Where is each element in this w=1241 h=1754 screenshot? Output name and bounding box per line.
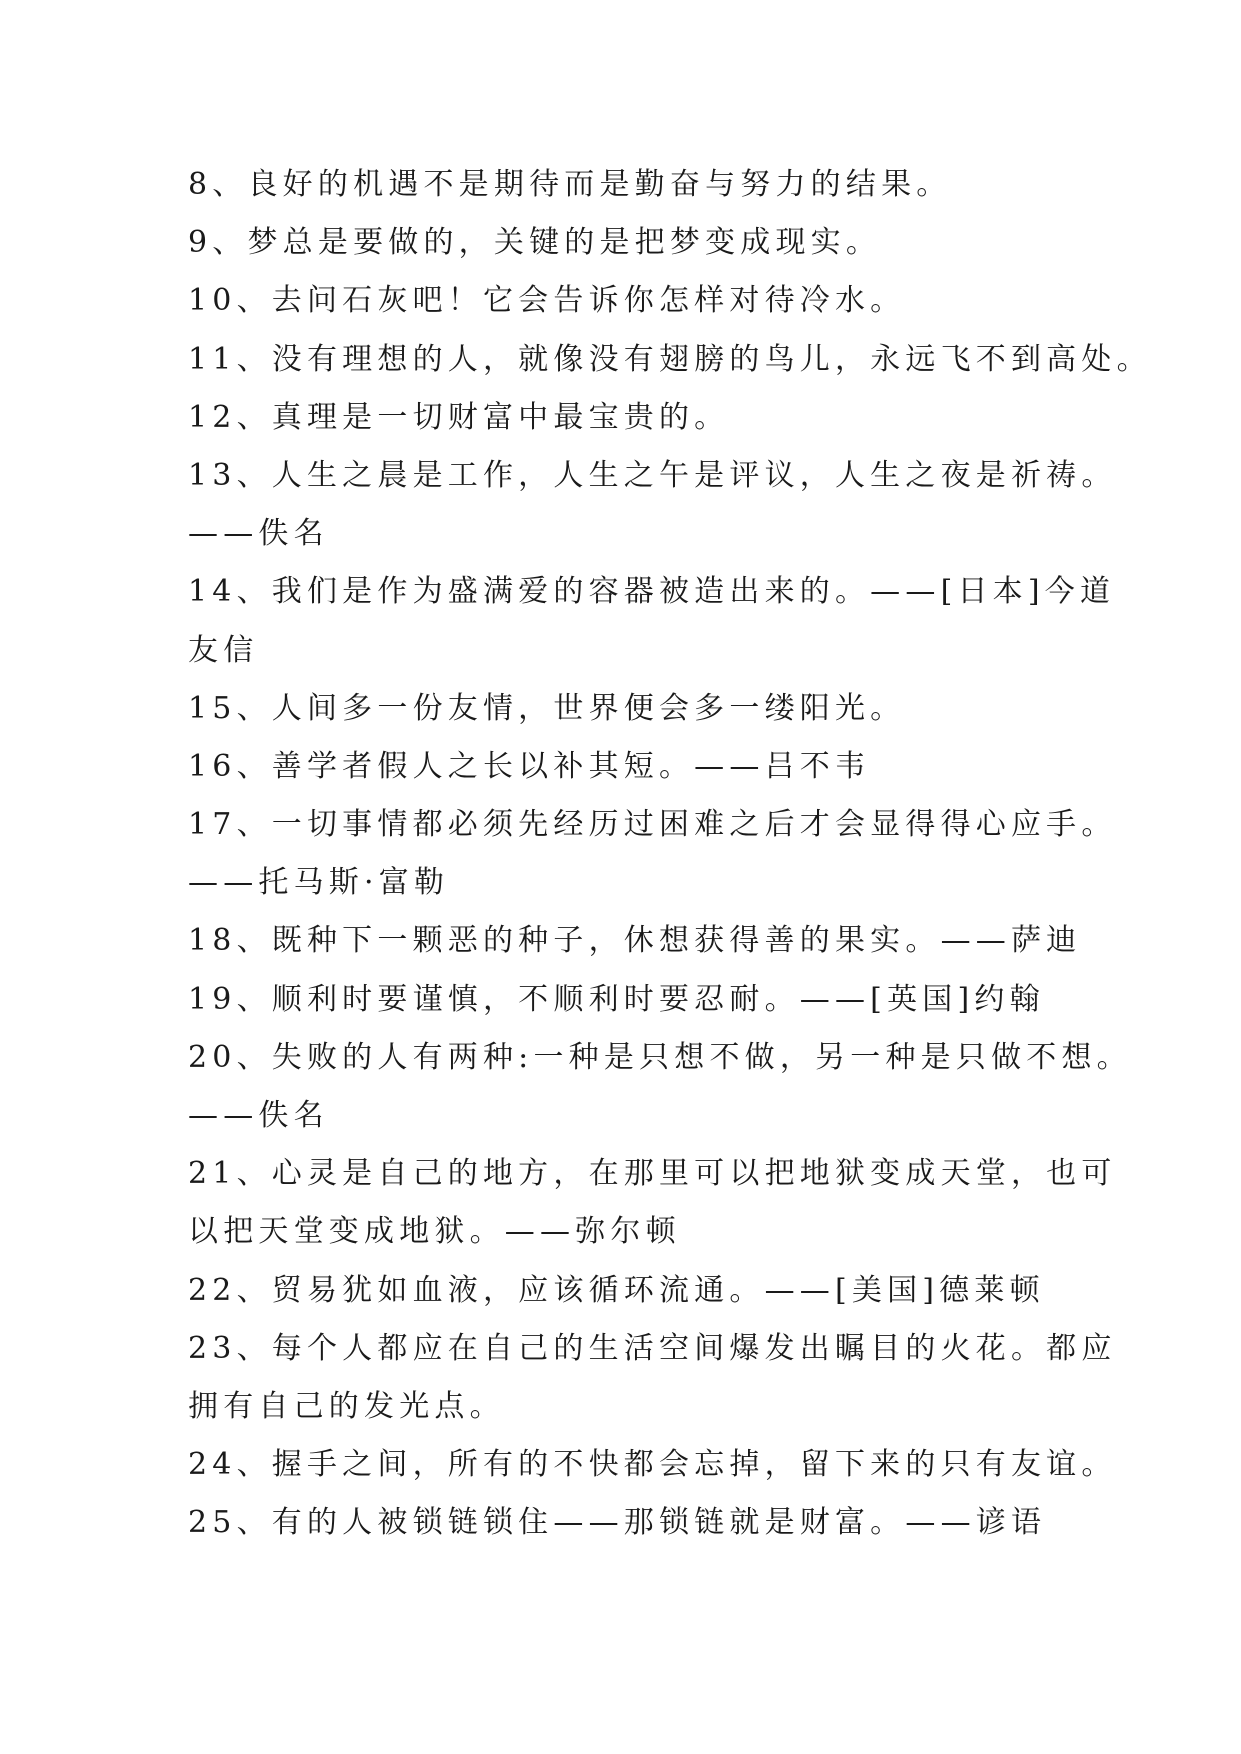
text-line: 8、良好的机遇不是期待而是勤奋与努力的结果。 [188, 167, 952, 202]
text-line: 15、人间多一份友情，世界便会多一缕阳光。 [188, 690, 906, 726]
text-line: 21、心灵是自己的地方，在那里可以把地狱变成天堂，也可 [188, 1156, 1117, 1192]
text-line: ——佚名 [188, 1098, 329, 1133]
text-line: 18、既种下一颗恶的种子，休想获得善的果实。——萨迪 [188, 923, 1082, 959]
text-line: 24、握手之间，所有的不快都会忘掉，留下来的只有友谊。 [188, 1447, 1117, 1483]
text-line: 友信 [188, 632, 259, 668]
text-line: 9、梦总是要做的，关键的是把梦变成现实。 [188, 225, 882, 261]
text-line: 13、人生之晨是工作，人生之午是评议，人生之夜是祈祷。 [188, 457, 1117, 493]
text-line: 10、去问石灰吧！它会告诉你怎样对待冷水。 [188, 283, 906, 319]
text-line: 23、每个人都应在自己的生活空间爆发出瞩目的火花。都应 [188, 1330, 1117, 1366]
text-line: 20、失败的人有两种:一种是只想不做，另一种是只做不想。 [188, 1039, 1132, 1075]
text-line: 拥有自己的发光点。 [188, 1388, 505, 1424]
text-line: 19、顺利时要谨慎，不顺利时要忍耐。——[英国]约翰 [188, 981, 1045, 1017]
text-line: 14、我们是作为盛满爱的容器被造出来的。——[日本]今道 [188, 574, 1116, 610]
text-line: 11、没有理想的人，就像没有翅膀的鸟儿，永远飞不到高处。 [188, 341, 1152, 377]
text-line: 22、贸易犹如血液，应该循环流通。——[美国]德莱顿 [188, 1272, 1045, 1308]
text-line: 12、真理是一切财富中最宝贵的。 [188, 399, 730, 435]
text-line: 以把天堂变成地狱。——弥尔顿 [188, 1214, 681, 1250]
text-line: 16、善学者假人之长以补其短。——吕不韦 [188, 748, 871, 784]
text-line: ——佚名 [188, 516, 329, 552]
text-line: 25、有的人被锁链锁住——那锁链就是财富。——谚语 [188, 1505, 1047, 1541]
text-line: ——托马斯·富勒 [188, 865, 450, 901]
text-line: 17、一切事情都必须先经历过困难之后才会显得得心应手。 [188, 807, 1117, 843]
quote-list [188, 156, 1152, 1553]
